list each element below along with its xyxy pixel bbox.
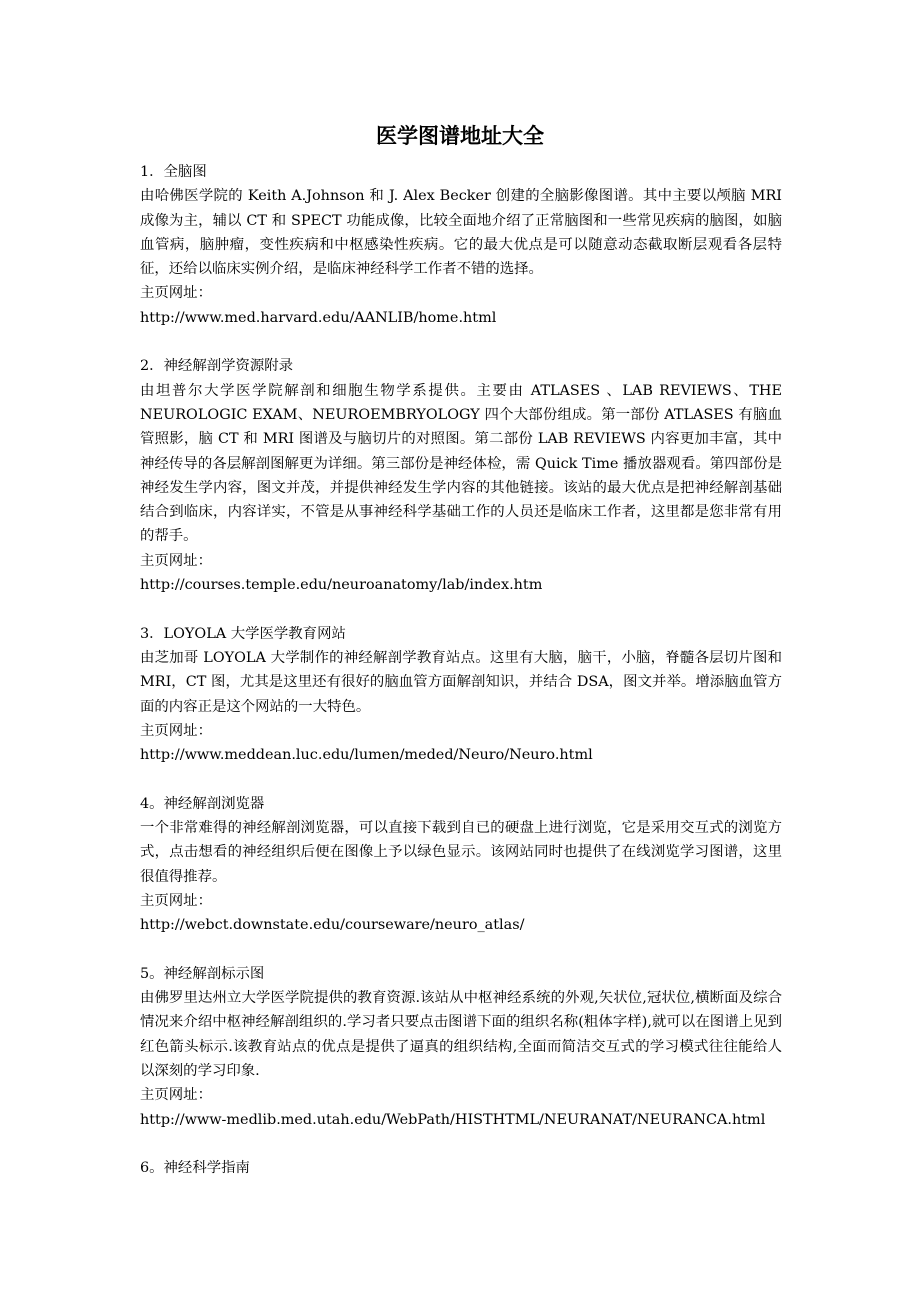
- section-heading: 1．全脑图: [140, 164, 207, 180]
- section-heading: 2．神经解剖学资源附录: [140, 358, 294, 375]
- section-body: 一个非常难得的神经解剖浏览器，可以直接下载到自已的硬盘上进行浏览，它是采用交互式的浏览方式，点击想看的神经组织后便在图像上予以绿色显示。该网站同时也提供了在线浏览学习图谱，这里很值得推荐。: [140, 820, 782, 885]
- section-body: 由哈佛医学院的 Keith A.Johnson 和 J. Alex Becker 创建的全脑影像图谱。其中主要以颅脑 MRI 成像为主，辅以 CT 和 SPECT 功能成像，比较全面地介绍了正常脑图和一些常见疾病的脑图，如脑血管病，脑肿瘤，变性疾病和中枢感染性疾病。它的最大优点是可以随意动态截取断层观看各层特征，还给以临床实例介绍，是临床神经科学工作者不错的选择。: [140, 188, 782, 278]
- homepage-url[interactable]: http://courses.temple.edu/neuroanatomy/lab/index.htm: [140, 577, 543, 594]
- section-heading: 5。神经解剖标示图: [140, 965, 265, 982]
- homepage-label: 主页网址：: [140, 892, 212, 909]
- homepage-label: 主页网址：: [140, 722, 212, 739]
- section-3: [140, 622, 782, 768]
- section-heading: 3．LOYOLA 大学医学教育网站: [140, 625, 346, 642]
- section-2: [140, 354, 782, 597]
- section-5: [140, 962, 782, 1132]
- homepage-label: 主页网址：: [140, 285, 212, 302]
- homepage-url[interactable]: http://webct.downstate.edu/courseware/neuro_atlas/: [140, 917, 525, 934]
- homepage-label: 主页网址：: [140, 552, 212, 569]
- document-title: 医学图谱地址大全: [376, 123, 544, 148]
- section-6: [140, 1156, 782, 1180]
- section-body: 由坦普尔大学医学院解剖和细胞生物学系提供。主要由 ATLASES 、LAB REVIEWS、THE NEUROLOGIC EXAM、NEUROEMBRYOLOGY 四个大部份组成。第一部份 ATLASES 有脑血管照影，脑 CT 和 MRI 图谱及与脑切片的对照图。第二部份 LAB REVIEWS 内容更加丰富，其中神经传导的各层解剖图解更为详细。第三部份是神经体检，需 Quick Time 播放器观看。第四部份是神经发生学内容，图文并茂，并提供神经发生学内容的其他链接。该站的最大优点是把神经解剖基础结合到临床，内容详实，不管是从事神经科学基础工作的人员还是临床工作者，这里都是您非常有用的帮手。: [140, 382, 782, 545]
- document-content: [140, 160, 782, 1205]
- section-body: 由芝加哥 LOYOLA 大学制作的神经解剖学教育站点。这里有大脑，脑干，小脑，脊髓各层切片图和 MRI，CT 图，尤其是这里还有很好的脑血管方面解剖知识，并结合 DSA，图文并举。增添脑血管方面的内容正是这个网站的一大特色。: [140, 649, 782, 715]
- section-heading: 6。神经科学指南: [140, 1160, 250, 1177]
- homepage-url[interactable]: http://www-medlib.med.utah.edu/WebPath/HISTHTML/NEURANAT/NEURANCA.html: [140, 1111, 766, 1128]
- section-1: [140, 160, 782, 330]
- homepage-url[interactable]: http://www.meddean.luc.edu/lumen/meded/Neuro/Neuro.html: [140, 747, 593, 764]
- homepage-url[interactable]: http://www.med.harvard.edu/AANLIB/home.html: [140, 309, 497, 326]
- homepage-label: 主页网址：: [140, 1087, 212, 1104]
- section-4: [140, 792, 782, 938]
- section-body: 由佛罗里达州立大学医学院提供的教育资源.该站从中枢神经系统的外观,矢状位,冠状位,横断面及综合情况来介绍中枢神经解剖组织的.学习者只要点击图谱下面的组织名称(粗体字样),就可以在图谱上见到红色箭头标示.该教育站点的优点是提供了逼真的组织结构,全面而简洁交互式的学习模式往往能给人以深刻的学习印象.: [140, 990, 782, 1079]
- section-heading: 4。神经解剖浏览器: [140, 795, 265, 812]
